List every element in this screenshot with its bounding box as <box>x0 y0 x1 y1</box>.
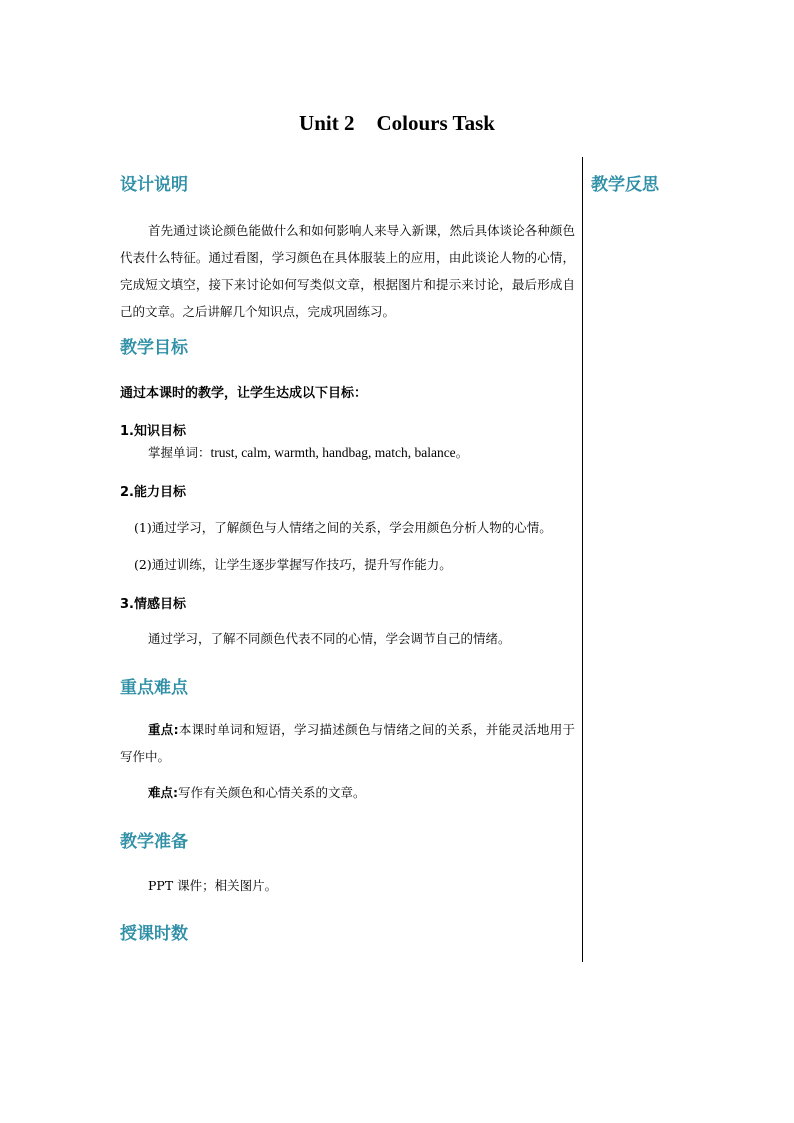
prep-text: PPT 课件；相关图片。 <box>148 878 278 893</box>
emotion-title: 3.情感目标 <box>120 597 186 612</box>
ability-title: 2.能力目标 <box>120 485 186 500</box>
emotion-text: 通过学习，了解不同颜色代表不同的心情，学会调节自己的情绪。 <box>148 631 511 646</box>
objectives-heading: 教学目标 <box>120 338 188 358</box>
design-heading: 设计说明 <box>120 175 188 195</box>
key-point-text: 本课时单词和短语，学习描述颜色与情绪之间的关系，并能灵活地用于写作中。 <box>120 722 575 764</box>
design-paragraph: 首先通过谈论颜色能做什么和如何影响人来导入新课，然后具体谈论各种颜色代表什么特征。通过看图，学习颜色在具体服装上的应用，由此谈论人物的心情，完成短文填空，接下来讨论如何写类似文章，根据图片和提示来讨论，最后形成自己的文章。之后讲解几个知识点，完成巩固练习。 <box>120 223 575 319</box>
reflection-heading: 教学反思 <box>591 175 659 195</box>
difficulty-text: 写作有关颜色和心情关系的文章。 <box>178 785 366 800</box>
hours-heading: 授课时数 <box>120 924 188 944</box>
title-rest: Colours Task <box>376 111 495 135</box>
column-divider <box>582 157 583 962</box>
objectives-intro: 通过本课时的教学，让学生达成以下目标： <box>120 386 368 401</box>
ability-item-1: (1)通过学习，了解颜色与人情绪之间的关系，学会用颜色分析人物的心情。 <box>134 520 552 535</box>
knowledge-suffix: 。 <box>455 445 469 460</box>
keypoints-heading: 重点难点 <box>120 678 188 698</box>
title-unit: Unit 2 <box>299 111 355 135</box>
ability-item-2: (2)通过训练，让学生逐步掌握写作技巧，提升写作能力。 <box>134 557 452 572</box>
difficulty-line <box>148 783 366 801</box>
prep-heading: 教学准备 <box>120 832 188 852</box>
knowledge-prefix: 掌握单词： <box>148 445 211 460</box>
knowledge-title: 1.知识目标 <box>120 424 186 439</box>
key-point-paragraph <box>120 716 575 770</box>
key-point-label: 重点: <box>148 722 179 737</box>
knowledge-words: trust, calm, warmth, handbag, match, balance <box>210 445 456 460</box>
knowledge-line <box>148 443 468 461</box>
page-title <box>0 111 794 136</box>
difficulty-label: 难点: <box>148 785 178 800</box>
